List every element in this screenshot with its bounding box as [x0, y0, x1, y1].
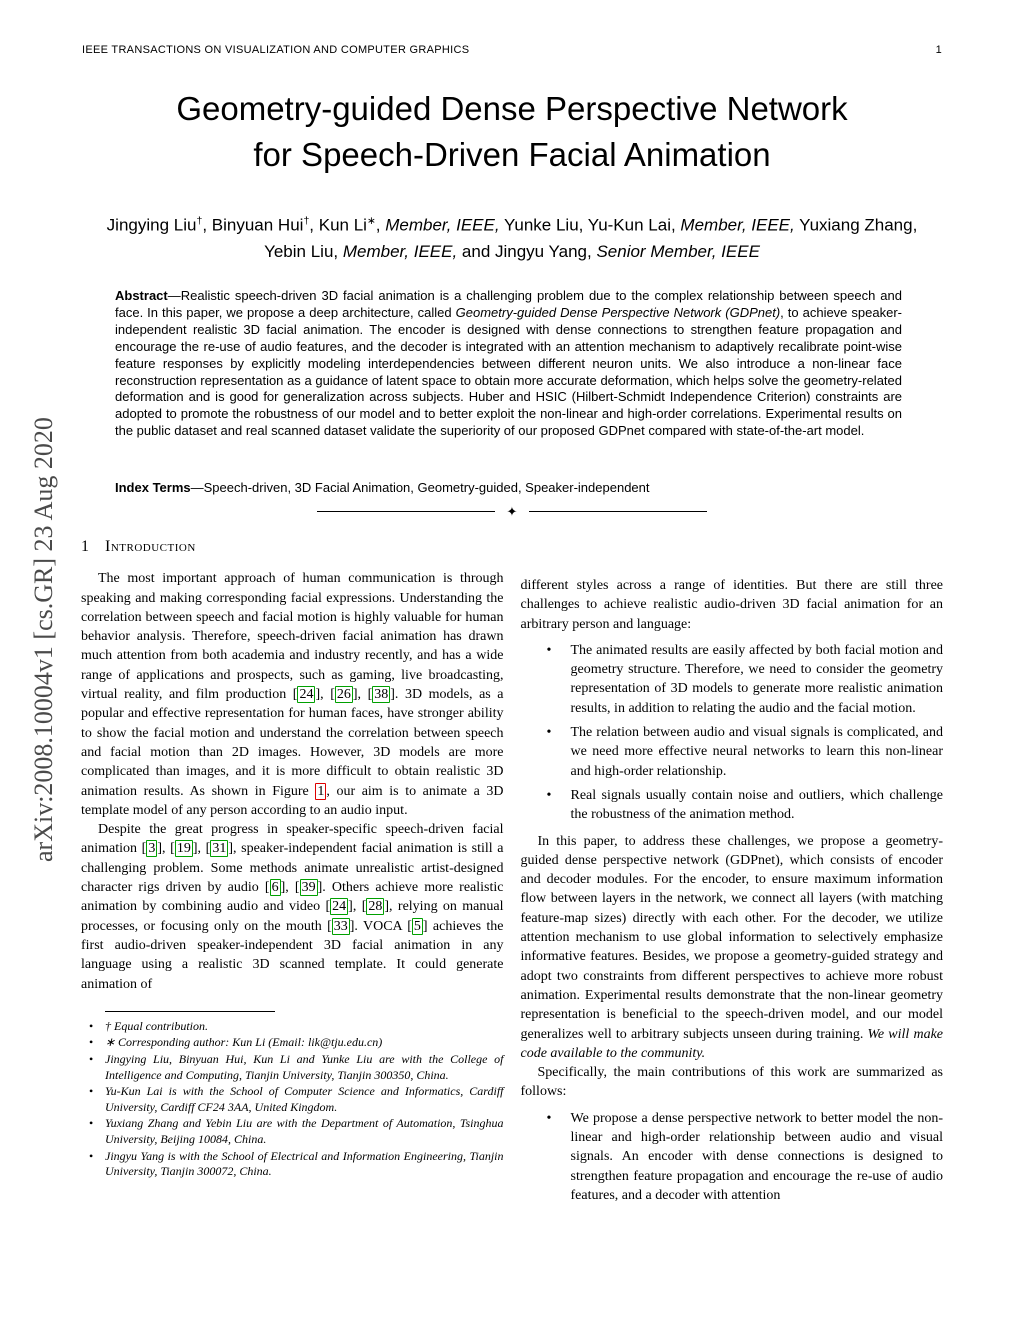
citation-link[interactable]: 31: [212, 841, 227, 857]
right-column: [521, 537, 944, 1212]
italic-text: We will make code available to the community.: [520, 1026, 943, 1061]
journal-name: IEEE TRANSACTIONS ON VISUALIZATION AND COMPUTER GRAPHICS: [82, 44, 470, 56]
paragraph: The most important approach of human communication is through speaking and making corresponding facial expressions. Understanding the correlation between speech and facial motion is highly valuable for human behavior analysis. Therefore, speech-driven facial animation has drawn much attention from both academia and industry recently, and has a wide range of applications and prospects, such as gaming, live broadcasting, virtual reality, and film production [ 24 ], [ 26 ], [ 38 ]. 3D models, as a popular and effective representation for human faces, have stronger ability to show the facial motion and understand the correlation between speech and facial motion than 2D images. However, 3D models are more complicated than images, and it is more difficult to obtain realistic 3D animation results. As shown in Figure 1 , our aim is to animate a 3D template model of any person according to an audio input.: [81, 571, 504, 818]
index-terms: Index Terms—Speech-driven, 3D Facial Animation, Geometry-guided, Speaker-independent: [115, 480, 650, 495]
section-title: Introduction: [105, 538, 196, 555]
italic-text: Senior Member, IEEE: [596, 241, 760, 261]
citation-link[interactable]: 24: [332, 899, 347, 915]
citation-link[interactable]: 38: [374, 687, 389, 703]
paragraph: In this paper, to address these challenges, we propose a geometry-guided dense perspective network (GDPnet), which consists of encoder and decoder modules. For the encoder, to ensure maximum information flow between layers in the network, we connect all layers (with matching feature-map sizes) directly with each other. For the decoder, we utilize attention mechanism to use global information to selectively emphasize informative features. Besides, we propose a geometry-guided strategy and adopt two constraints from different perspectives to achieve more robust animation. Experimental results demonstrate that the non-linear geometry representation is beneficial to the speech-driven model, and our model generalizes well to arbitrary subjects unseen during training. We will make code available to the community.: [520, 833, 943, 1061]
bullet-item: • Real signals usually contain noise and outliers, which challenge the robustness of the animation method.: [521, 786, 944, 825]
separator-line: [529, 511, 707, 512]
citation: [ 39 ]: [294, 880, 323, 896]
citation: [ 24 ]: [325, 899, 353, 915]
paragraph: different styles across a range of identities. But there are still three challenges to achieve realistic audio-driven 3D facial animation for an arbitrary person and language:: [520, 578, 943, 632]
citation: [ 28 ]: [361, 899, 390, 915]
citation-link[interactable]: 6: [271, 880, 279, 896]
footnote-item: • Yu-Kun Lai is with the School of Computer Science and Informatics, Cardiff University, Cardiff CF24 3AA, United Kingdom.: [81, 1084, 504, 1115]
bold-label: Abstract: [115, 288, 168, 303]
citation: [ 3 ]: [141, 841, 162, 857]
section-separator: [0, 505, 1024, 518]
citation-link[interactable]: 28: [368, 899, 383, 915]
section-number: 1: [81, 538, 89, 555]
footnote-item: • ∗ Corresponding author: Kun Li (Email: lik@tju.edu.cn): [81, 1035, 504, 1051]
citation: [ 6 ]: [264, 880, 286, 896]
challenge-list: [521, 641, 944, 825]
paper-title-line2: for Speech-Driven Facial Animation: [253, 136, 771, 173]
left-column: [81, 537, 504, 1212]
citation: [ 31 ]: [205, 841, 233, 857]
author-footnote-marker: †: [196, 215, 203, 227]
citation-link[interactable]: 26: [336, 687, 351, 703]
citation: [ 19 ]: [170, 841, 198, 857]
contribution-list: [521, 1109, 944, 1205]
citation: [ 33 ]: [327, 918, 355, 934]
bullet-item: • The animated results are easily affected by both facial motion and geometry structure. Therefore, we need to consider the geometry representation of 3D models to generate more realistic animation results, in addition to relating the audio and the facial motion.: [521, 641, 944, 718]
author-list: Jingying Liu†, Binyuan Hui†, Kun Li∗, Member, IEEE, Yunke Liu, Yu-Kun Lai, Member, IEEE, Yuxiang Zhang, Yebin Liu, Member, IEEE, and Jingyu Yang, Senior Member, IEEE: [106, 215, 918, 261]
author-footnote-marker: †: [303, 215, 310, 227]
paragraph: Specifically, the main contributions of this work are summarized as follows:: [520, 1065, 943, 1100]
footnote-item: • Jingying Liu, Binyuan Hui, Kun Li and Yunke Liu are with the College of Intelligence and Computing, Tianjin University, Tianjin 300350, China.: [81, 1052, 504, 1083]
citation-link[interactable]: 39: [301, 880, 316, 896]
bullet-item: • We propose a dense perspective network to better model the non-linear and high-order relationship between audio and visual signals. An encoder with dense connections is designed to strengthen feature propagation and encourage the re-use of audio features, and a decoder with attention: [521, 1109, 944, 1205]
footnote-item: • Jingyu Yang is with the School of Electrical and Information Engineering, Tianjin University, Tianjin 300072, China.: [81, 1149, 504, 1180]
footnotes: [81, 1019, 504, 1180]
bullet-item: • The relation between audio and visual signals is complicated, and we need more effective neural networks to learn this non-linear and high-order relationship.: [521, 723, 944, 781]
running-header: [82, 44, 942, 56]
separator-line: [317, 511, 495, 512]
citation: [ 5 ]: [407, 918, 428, 934]
arxiv-stamp: arXiv:2008.10004v1 [cs.GR] 23 Aug 2020: [29, 417, 58, 863]
italic-text: Member, IEEE,: [342, 241, 458, 261]
bold-label: Index Terms: [115, 480, 191, 495]
footnote-rule: [105, 1011, 275, 1012]
citation: [ 38 ]: [367, 687, 395, 703]
paper-title: [92, 86, 932, 178]
diamond-ornament-icon: ✦: [506, 504, 518, 519]
paragraph: Despite the great progress in speaker-specific speech-driven facial animation [ 3 ], [ 19 ], [ 31 ], speaker-independent facial animation is still a challenging problem. Some methods animate unrealistic artist-designed character rigs driven by audio [ 6 ], [ 39 ]. Others achieve more realistic animation by combining audio and video [ 24 ], [ 28 ], relying on manual processes, or focusing only on the mouth [ 33 ]. VOCA [ 5 ] achieves the first audio-driven speaker-independent 3D facial animation in any language using a realistic 3D scanned template. It could generate animation of: [81, 822, 504, 992]
page-number: 1: [935, 44, 942, 56]
figure-ref-link[interactable]: 1: [317, 783, 325, 799]
section-heading-introduction: [81, 537, 504, 556]
citation-link[interactable]: 5: [413, 918, 421, 934]
citation: [ 24 ]: [292, 687, 321, 703]
italic-text: Geometry-guided Dense Perspective Network (GDPnet): [455, 304, 781, 320]
abstract: Abstract—Realistic speech-driven 3D facial animation is a challenging problem due to the complex relationship between speech and face. In this paper, we propose a deep architecture, called Geometry-guided Dense Perspective Network (GDPnet), to achieve speaker-independent realistic 3D facial animation. The encoder is designed with dense connections to strengthen feature propagation and encourage the re-use of audio features, and the decoder is integrated with an attention mechanism to adaptively recalibrate point-wise feature responses by explicitly modeling interdependencies between different neuron units. We also introduce a non-linear face reconstruction representation as a guidance of latent space to obtain more accurate deformation, which helps solve the geometry-related deformation and is good for generalization across subjects. Huber and HSIC (Hilbert-Schmidt Independence Criterion) constraints are adopted to promote the robustness of our model and to better exploit the non-linear and high-order correlations. Experimental results on the public dataset and real scanned dataset validate the superiority of our proposed GDPnet compared with state-of-the-art model.: [115, 288, 902, 439]
citation-link[interactable]: 19: [176, 841, 191, 857]
italic-text: Member, IEEE,: [385, 215, 500, 235]
citation-link[interactable]: 33: [333, 918, 348, 934]
body-columns: [81, 537, 943, 1212]
paper-title-line1: Geometry-guided Dense Perspective Network: [176, 90, 848, 127]
citation-link[interactable]: 24: [299, 687, 314, 703]
author-footnote-marker: ∗: [366, 215, 376, 227]
italic-text: Member, IEEE,: [680, 215, 795, 235]
citation-link[interactable]: 3: [148, 841, 156, 857]
citation: [ 26 ]: [330, 687, 358, 703]
footnote-item: • Yuxiang Zhang and Yebin Liu are with the Department of Automation, Tsinghua University, Beijing 10084, China.: [81, 1116, 504, 1147]
footnote-item: • † Equal contribution.: [81, 1019, 504, 1035]
